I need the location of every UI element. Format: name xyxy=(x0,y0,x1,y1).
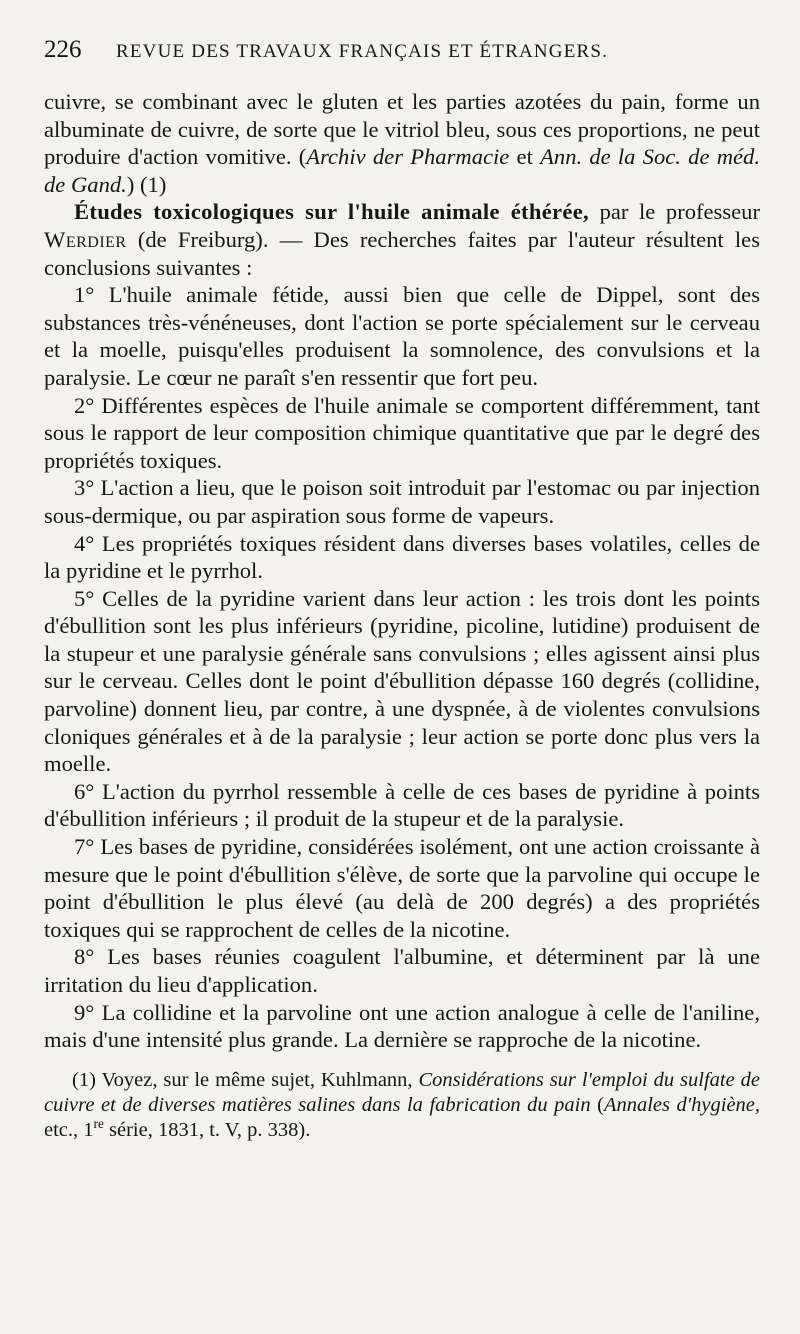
intro-text: cuivre, se combinant avec le gluten et les parties azotées du pain, forme un albuminate de cuivre, de sorte que le vitriol bleu, sous ces proportions, ne peut produire d'action vomitive. ( xyxy=(44,89,760,170)
footnote-ref: ) (1) xyxy=(126,171,167,197)
footnote-journal: Annales d'hygiène, xyxy=(603,1093,761,1116)
footnote-text xyxy=(44,1068,760,1143)
article-by: par le professeur xyxy=(588,199,760,225)
conclusion-item: 4° Les propriétés toxiques résident dans diverses bases volatiles, celles de la pyridine et le pyrrhol. xyxy=(44,530,760,584)
conclusion-item: 8° Les bases réunies coagulent l'albumine, et déterminent par là une irritation du lieu d'application. xyxy=(44,944,760,997)
article-heading-paragraph xyxy=(44,198,760,281)
intro-paragraph xyxy=(44,88,760,198)
footnote-lead: (1) Voyez, sur le même sujet, Kuhlmann, xyxy=(72,1068,419,1091)
conclusion-item: 1° L'huile animale fétide, aussi bien que celle de Dippel, sont des substances très-vénéneuses, dont l'action se porte spécialement sur le cerveau et la moelle, puisqu'elles produisent la somnolence, des convulsions et la paralysie. Le cœur ne paraît s'en ressentir que fort peu. xyxy=(44,282,760,390)
conclusion-item: 5° Celles de la pyridine varient dans leur action : les trois dont les points d'ébullition sont les plus inférieurs (pyridine, picoline, lutidine) produisent de la stupeur et une paralysie générale sans convulsions ; elles agissent ainsi plus sur le cerveau. Celles dont le point d'ébullition dépasse 160 degrés (collidine, parvoline) donnent lieu, par contre, à une dyspnée, à de violentes convulsions cloniques générales et à de la paralysie ; leur action se porte donc plus vers la moelle. xyxy=(44,585,760,777)
article-title: Études toxicologiques sur l'huile animale éthérée, xyxy=(74,199,589,225)
source-archiv: Archiv der Pharmacie xyxy=(306,144,510,170)
footnote-series-post: série, 1831, t. V, p. 338). xyxy=(103,1118,311,1141)
article-author: Werdier xyxy=(44,226,127,252)
footnote xyxy=(44,1068,760,1143)
article-intro: (de Freiburg). — Des recherches faites par l'auteur résultent les conclusions suivantes : xyxy=(44,226,760,280)
footnote-series-pre: etc., 1 xyxy=(44,1118,94,1141)
conclusion-item: 2° Différentes espèces de l'huile animale se comportent différemment, tant sous le rapport de leur composition chimique quantitative que par le degré des propriétés toxiques. xyxy=(44,392,760,473)
footnote-work: Considérations sur l'emploi du sulfate de cuivre et de diverses matières salines dans la fabrication du pain xyxy=(44,1068,760,1116)
conclusion-item: 3° L'action a lieu, que le poison soit introduit par l'estomac ou par injection sous-dermique, ou par aspiration sous forme de vapeurs. xyxy=(44,475,760,528)
conclusion-item: 6° L'action du pyrrhol ressemble à celle de ces bases de pyridine à points d'ébullition inférieurs ; il produit de la stupeur et de la paralysie. xyxy=(44,778,760,832)
footnote-series-sup: re xyxy=(93,1115,104,1131)
running-head: REVUE DES TRAVAUX FRANÇAIS ET ÉTRANGERS. xyxy=(116,41,609,62)
footnote-open: ( xyxy=(590,1093,604,1116)
conclusion-item: 9° La collidine et la parvoline ont une action analogue à celle de l'aniline, mais d'une intensité plus grande. La dernière se rapproche de la nicotine. xyxy=(44,999,760,1053)
page-body xyxy=(44,88,760,1143)
source-conjunction: et xyxy=(509,144,541,170)
conclusion-item: 7° Les bases de pyridine, considérées isolément, ont une action croissante à mesure que le point d'ébullition s'élève, de sorte que la parvoline qui occupe le point d'ébullition le plus élevé (au delà de 200 degrés) a des propriétés toxiques qui se rapprochent de celles de la nicotine. xyxy=(44,834,760,942)
page-header xyxy=(44,36,760,76)
page-number: 226 xyxy=(44,36,82,63)
source-annales: Ann. de la Soc. de méd. de Gand. xyxy=(44,144,761,197)
